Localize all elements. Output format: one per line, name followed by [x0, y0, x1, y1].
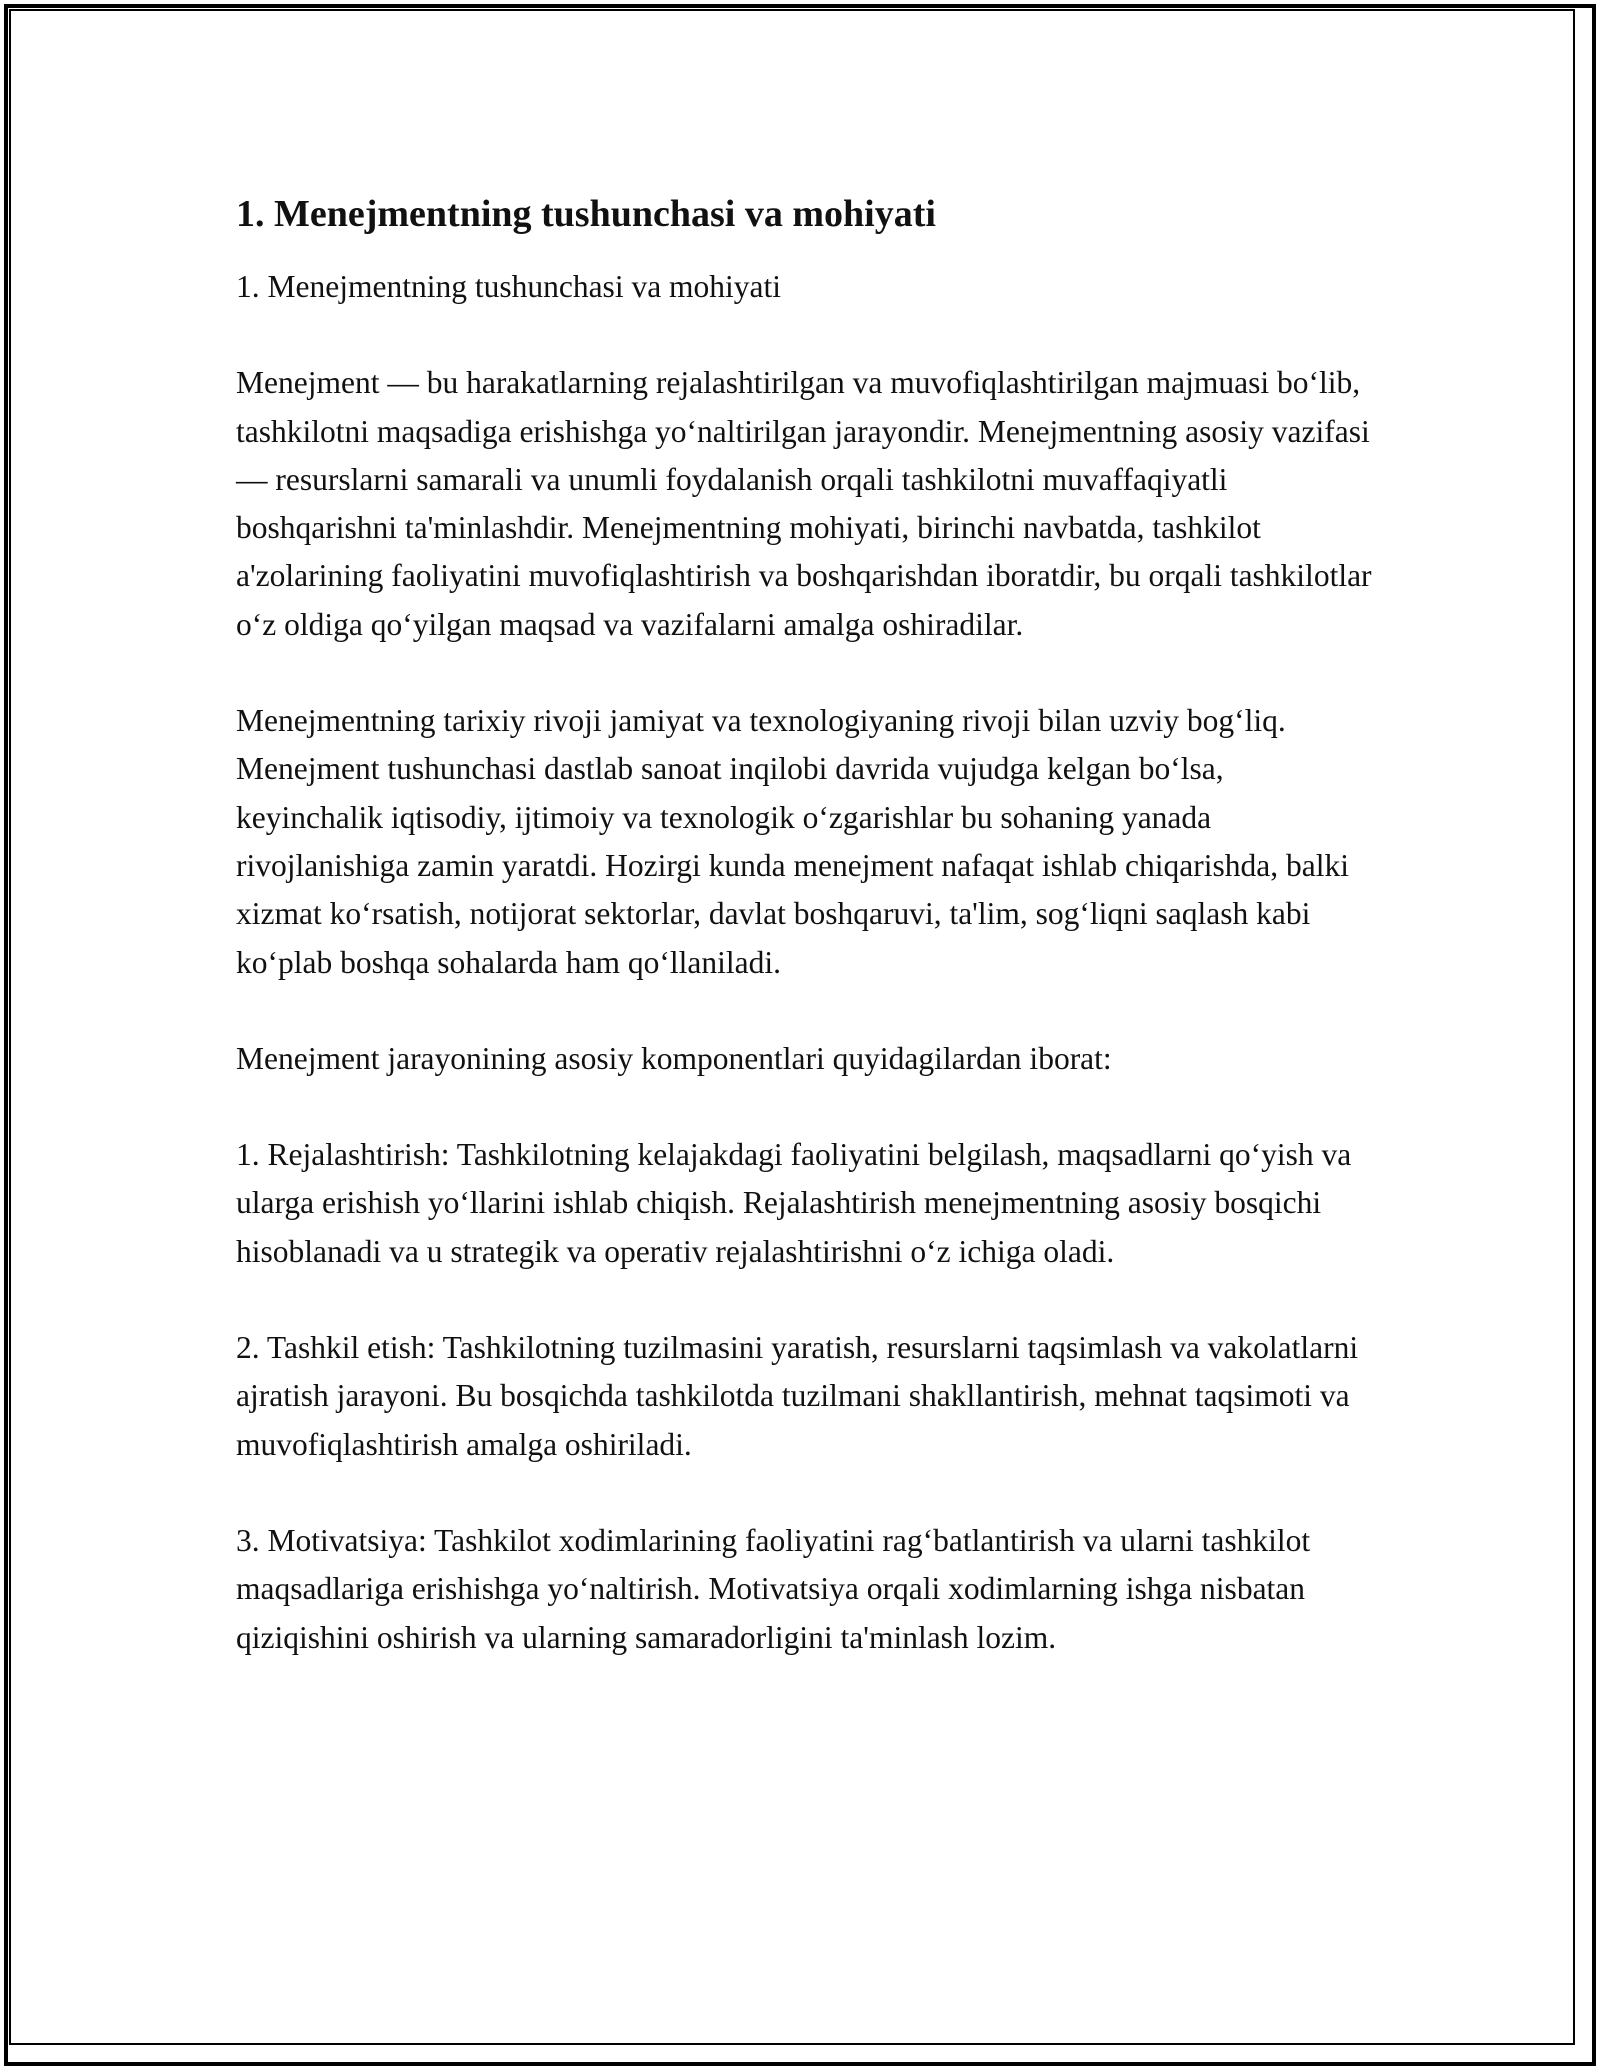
paragraph-planning: 1. Rejalashtirish: Tashkilotning kelajakdagi faoliyatini belgilash, maqsadlarni qo‘yish va ularga erishish yo‘llarini ishlab chiqish. Rejalashtirish menejmentning asosiy bosqichi hisoblanadi va u strategik va operativ rejalashtirishni o‘z ichiga oladi. — [236, 1137, 1352, 1269]
paragraph-definition: Menejment — bu harakatlarning rejalashtirilgan va muvofiqlashtirilgan majmuasi bo‘lib, tashkilotni maqsadiga erishishga yo‘naltirilgan jarayondir. Menejmentning asosiy vazifasi — resurslarni samarali va unumli foydalanish orqali tashkilotni muvaffaqiyatli boshqarishni ta'minlashdir. Menejmentning mohiyati, birinchi navbatda, tashkilot a'zolarining faoliyatini muvofiqlashtirish va boshqarishdan iboratdir, bu orqali tashkilotlar o‘z oldiga qo‘yilgan maqsad va vazifalarni amalga oshiradilar. — [236, 365, 1372, 642]
paragraph-history: Menejmentning tarixiy rivoji jamiyat va texnologiyaning rivoji bilan uzviy bog‘liq. Menejment tushunchasi dastlab sanoat inqilobi davrida vujudga kelgan bo‘lsa, keyinchalik iqtisodiy, ijtimoiy va texnologik o‘zgarishlar bu sohaning yanada rivojlanishiga zamin yaratdi. Hozirgi kunda menejment nafaqat ishlab chiqarishda, balki xizmat ko‘rsatish, notijorat sektorlar, davlat boshqaruvi, ta'lim, sog‘liqni saqlash kabi ko‘plab boshqa sohalarda ham qo‘llaniladi. — [236, 703, 1349, 980]
document-title: 1. Menejmentning tushunchasi va mohiyati — [236, 193, 936, 235]
paragraph-components-intro: Menejment jarayonining asosiy komponentlari quyidagilardan iborat: — [236, 1040, 1112, 1076]
paragraph-motivation: 3. Motivatsiya: Tashkilot xodimlarining faoliyatini rag‘batlantirish va ularni tashkilot maqsadlariga erishishga yo‘naltirish. Motivatsiya orqali xodimlarning ishga nisbatan qiziqishini oshirish va ularning samaradorligini ta'minlash lozim. — [236, 1522, 1311, 1655]
paragraph-organizing: 2. Tashkil etish: Tashkilotning tuzilmasini yaratish, resurslarni taqsimlash va vakolatlarni ajratish jarayoni. Bu bosqichda tashkilotda tuzilmani shakllantirish, mehnat taqsimoti va muvofiqlashtirish amalga oshiriladi. — [236, 1330, 1359, 1462]
document-body — [236, 185, 1376, 1710]
paragraph-subtitle: 1. Menejmentning tushunchasi va mohiyati — [236, 269, 782, 304]
